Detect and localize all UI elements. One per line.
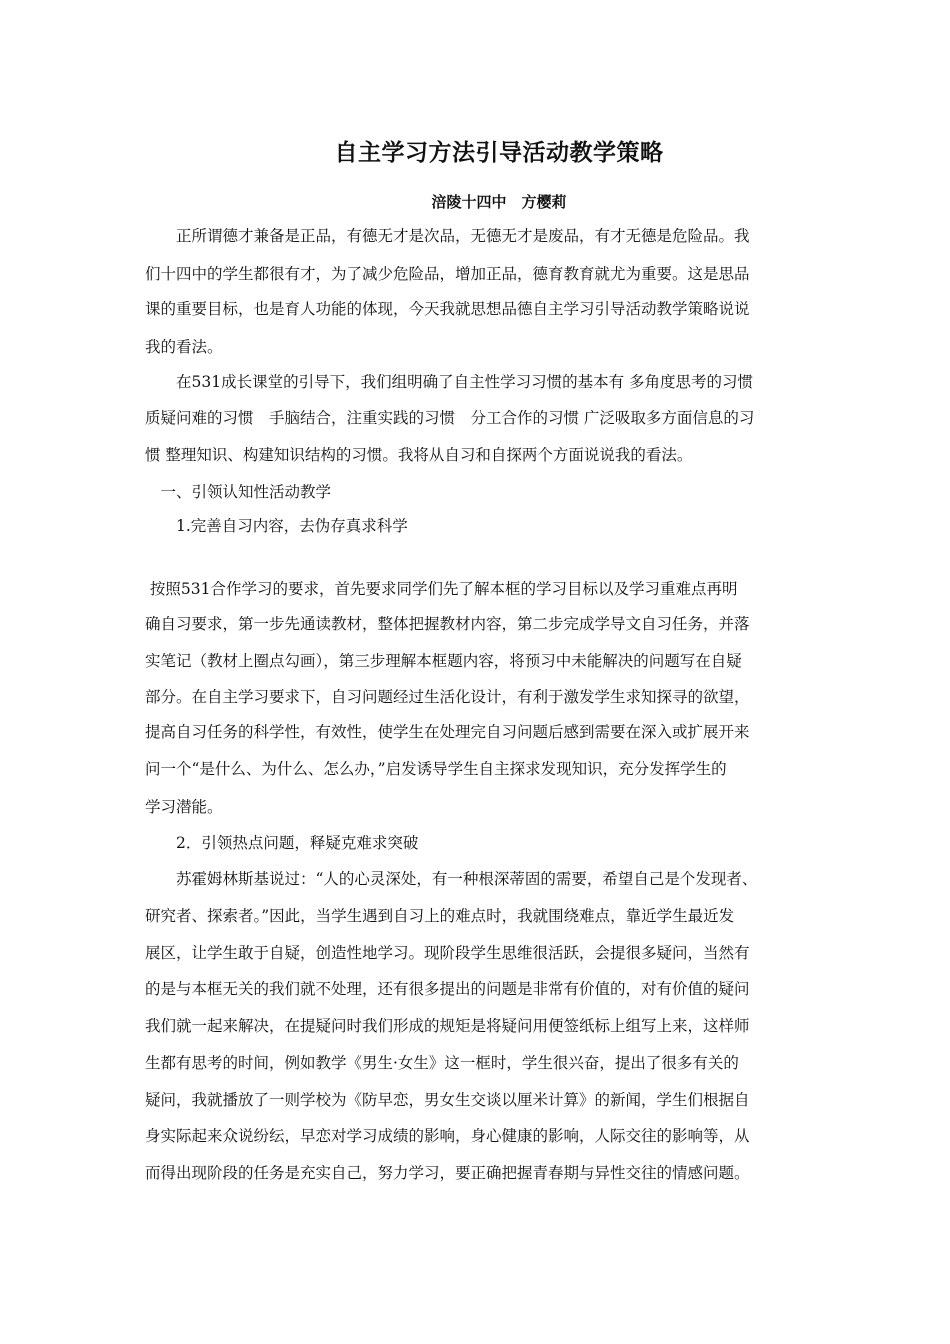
- body-line: 正所谓德才兼备是正品，有德无才是次品，无德无才是废品，有才无德是危险品。我: [145, 227, 750, 245]
- body-line: 我们就一起来解决，在提疑问时我们形成的规矩是将疑问用便签纸标上组写上来，这样师: [145, 1017, 750, 1035]
- body-line: 在531成长课堂的引导下，我们组明确了自主性学习习惯的基本有 多角度思考的习惯: [145, 373, 754, 391]
- document-title: 自主学习方法引导活动教学策略: [334, 140, 664, 166]
- body-line: 身实际起来众说纷纭，早恋对学习成绩的影响，身心健康的影响，人际交往的影响等，从: [145, 1127, 750, 1145]
- body-line: 课的重要目标，也是育人功能的体现，今天我就思想品德自主学习引导活动教学策略说说: [145, 300, 750, 318]
- body-line: 确自习要求，第一步先通读教材，整体把握教材内容，第二步完成学导文自习任务，并落: [145, 615, 750, 633]
- body-line: 一、引领认知性活动教学: [145, 483, 332, 501]
- body-line: 们十四中的学生都很有才，为了减少危险品，增加正品，德育教育就尤为重要。这是思品: [145, 265, 750, 283]
- body-line: 质疑问难的习惯 手脑结合，注重实践的习惯 分工合作的习惯 广泛吸取多方面信息的习: [145, 409, 755, 427]
- body-line: 我的看法。: [145, 338, 223, 356]
- body-line: 苏霍姆林斯基说过：“人的心灵深处，有一种根深蒂固的需要，希望自己是个发现者、: [145, 870, 758, 888]
- document-author: 涪陵十四中 方樱莉: [431, 193, 567, 211]
- body-line: 的是与本框无关的我们就不处理，还有很多提出的问题是非常有价值的，对有价值的疑问: [145, 980, 750, 998]
- body-line: 部分。在自主学习要求下，自习问题经过生活化设计，有利于激发学生求知探寻的欲望，: [145, 688, 750, 706]
- body-line: 2．引领热点问题，释疑克难求突破: [145, 834, 419, 852]
- body-line: 按照531合作学习的要求，首先要求同学们先了解本框的学习目标以及学习重难点再明: [145, 580, 738, 598]
- body-line: 1.完善自习内容，去伪存真求科学: [145, 517, 408, 535]
- body-line: 提高自习任务的科学性，有效性，使学生在处理完自习问题后感到需要在深入或扩展开来: [145, 723, 750, 741]
- body-line: 展区，让学生敢于自疑，创造性地学习。现阶段学生思维很活跃，会提很多疑问，当然有: [145, 944, 750, 962]
- body-line: 实笔记（教材上圈点勾画），第三步理解本框题内容，将预习中未能解决的问题写在自疑: [145, 652, 742, 670]
- body-line: 生都有思考的时间，例如教学《男生·女生》这一框时，学生很兴奋，提出了很多有关的: [145, 1054, 739, 1072]
- body-line: 问一个“是什么、为什么、怎么办，”启发诱导学生自主探求发现知识，充分发挥学生的: [145, 760, 727, 778]
- body-line: 疑问，我就播放了一则学校为《防早恋，男女生交谈以厘米计算》的新闻，学生们根据自: [145, 1091, 750, 1109]
- body-line: 学习潜能。: [145, 798, 223, 816]
- body-line: 研究者、探索者。”因此，当学生遇到自习上的难点时，我就围绕难点，靠近学生最近发: [145, 907, 735, 925]
- body-line: 而得出现阶段的任务是充实自己，努力学习，要正确把握青春期与异性交往的情感问题。: [145, 1164, 750, 1182]
- body-line: 惯 整理知识、构建知识结构的习惯。我将从自习和自探两个方面说说我的看法。: [145, 446, 693, 464]
